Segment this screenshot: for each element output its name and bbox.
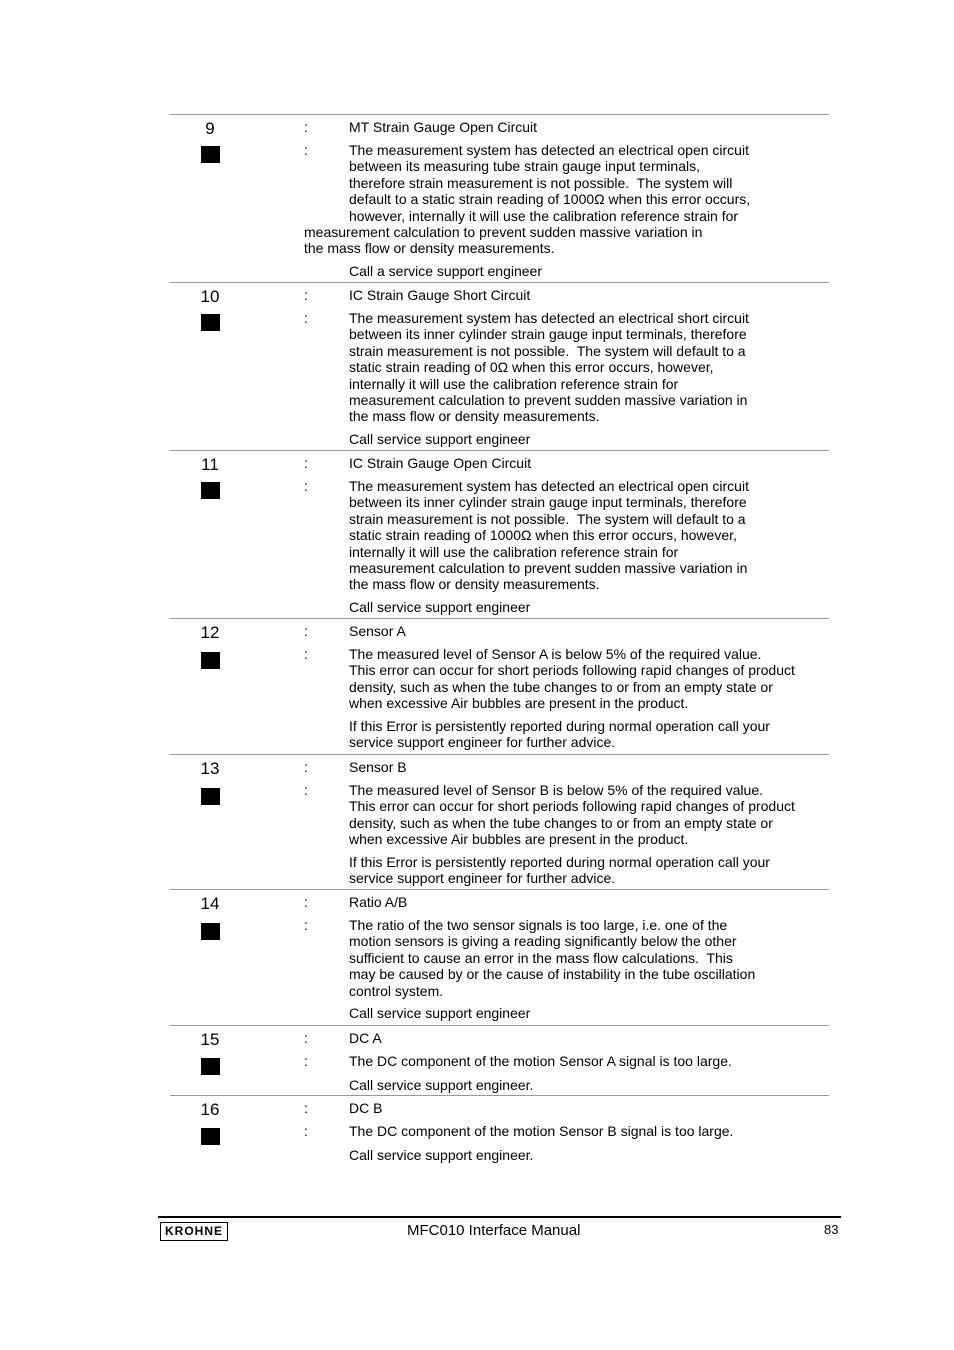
error-description: The ratio of the two sensor signals is too large, i.e. one of the motion sensors is giving a reading significantly below the other sufficient to cause an error in the mass flow calculations. This may be caused by or the cause of instability in the tube oscillation control system. — [349, 917, 756, 999]
colon: : — [304, 1123, 308, 1139]
error-description: The measurement system has detected an electrical open circuit between its measuring tube strain gauge input terminals, therefore strain measurement is not possible. The system will default to a static strain reading of 1000Ω when this error occurs, however, internally it will use the calibration reference strain for — [349, 142, 751, 224]
error-action: Call service support engineer — [349, 1005, 531, 1021]
krohne-logo — [160, 1222, 228, 1241]
colon: : — [304, 142, 308, 158]
colon: : — [304, 1053, 308, 1069]
error-action: Call service support engineer. — [349, 1077, 534, 1093]
error-description: The measured level of Sensor B is below 5% of the required value. This error can occur for short periods following rapid changes of product density, such as when the tube changes to or from an empty state or when excessive Air bubbles are present in the product. — [349, 782, 795, 848]
colon: : — [304, 894, 308, 910]
error-entry-12 — [170, 618, 829, 755]
error-action: Call service support engineer — [349, 599, 531, 615]
error-indicator-square — [201, 314, 220, 331]
error-indicator-square — [201, 788, 220, 805]
error-description: The DC component of the motion Sensor A signal is too large. — [349, 1053, 732, 1069]
colon: : — [304, 1100, 308, 1116]
page-number: 83 — [824, 1222, 839, 1237]
error-indicator-square — [201, 1058, 220, 1075]
error-indicator-square — [201, 482, 220, 499]
error-description-continued: measurement calculation to prevent sudden massive variation in the mass flow or density measurements. — [304, 224, 703, 257]
colon: : — [304, 478, 308, 494]
error-description: The measured level of Sensor A is below 5% of the required value. This error can occur for short periods following rapid changes of product density, such as when the tube changes to or from an empty state or when excessive Air bubbles are present in the product. — [349, 646, 795, 712]
error-number: 10 — [200, 287, 220, 306]
error-title: DC B — [349, 1100, 383, 1116]
error-indicator-square — [201, 652, 220, 669]
error-action: Call service support engineer — [349, 431, 531, 447]
colon: : — [304, 119, 308, 135]
error-action: If this Error is persistently reported during normal operation call your service support engineer for further advice. — [349, 854, 770, 887]
colon: : — [304, 287, 308, 303]
error-indicator-square — [201, 923, 220, 940]
error-description: The measurement system has detected an electrical open circuit between its inner cylinder strain gauge input terminals, therefore strain measurement is not possible. The system will default to a static strain reading of 1000Ω when this error occurs, however, internally it will use the calibration reference strain for measurement calculation to prevent sudden massive variation in the mass flow or density measurements. — [349, 478, 749, 593]
error-description: The DC component of the motion Sensor B signal is too large. — [349, 1123, 734, 1139]
colon: : — [304, 917, 308, 933]
error-title: IC Strain Gauge Short Circuit — [349, 287, 531, 303]
error-number: 13 — [200, 759, 220, 778]
error-entry-9 — [170, 114, 829, 283]
colon: : — [304, 310, 308, 326]
logo-text: KROHNE — [164, 1224, 223, 1238]
error-number: 14 — [200, 894, 220, 913]
error-number: 11 — [201, 455, 219, 474]
error-number: 16 — [200, 1100, 220, 1119]
error-description: The measurement system has detected an electrical short circuit between its inner cylinder strain gauge input terminals, therefore strain measurement is not possible. The system will default to a static strain reading of 0Ω when this error occurs, however, internally it will use the calibration reference strain for measurement calculation to prevent sudden massive variation in the mass flow or density measurements. — [349, 310, 749, 425]
colon: : — [304, 1030, 308, 1046]
colon: : — [304, 782, 308, 798]
error-action: If this Error is persistently reported during normal operation call your service support engineer for further advice. — [349, 718, 770, 751]
error-action: Call service support engineer. — [349, 1147, 534, 1163]
error-entry-16 — [170, 1095, 829, 1166]
colon: : — [304, 759, 308, 775]
error-action: Call a service support engineer — [349, 263, 542, 279]
footer-rule — [158, 1216, 841, 1218]
error-entry-15 — [170, 1025, 829, 1096]
error-indicator-square — [201, 1128, 220, 1145]
error-entry-11 — [170, 450, 829, 619]
colon: : — [304, 623, 308, 639]
colon: : — [304, 646, 308, 662]
error-indicator-square — [201, 146, 220, 163]
error-entry-13 — [170, 754, 829, 890]
error-number: 12 — [200, 623, 220, 642]
footer-manual-title: MFC010 Interface Manual — [407, 1222, 581, 1239]
error-entry-14 — [170, 889, 829, 1026]
error-title: MT Strain Gauge Open Circuit — [349, 119, 538, 135]
error-title: DC A — [349, 1030, 382, 1046]
error-title: Sensor A — [349, 623, 406, 639]
error-entry-10 — [170, 282, 829, 451]
error-number: 9 — [205, 119, 215, 138]
error-number: 15 — [200, 1030, 220, 1049]
error-title: Ratio A/B — [349, 894, 408, 910]
colon: : — [304, 455, 308, 471]
error-title: Sensor B — [349, 759, 407, 775]
error-title: IC Strain Gauge Open Circuit — [349, 455, 532, 471]
